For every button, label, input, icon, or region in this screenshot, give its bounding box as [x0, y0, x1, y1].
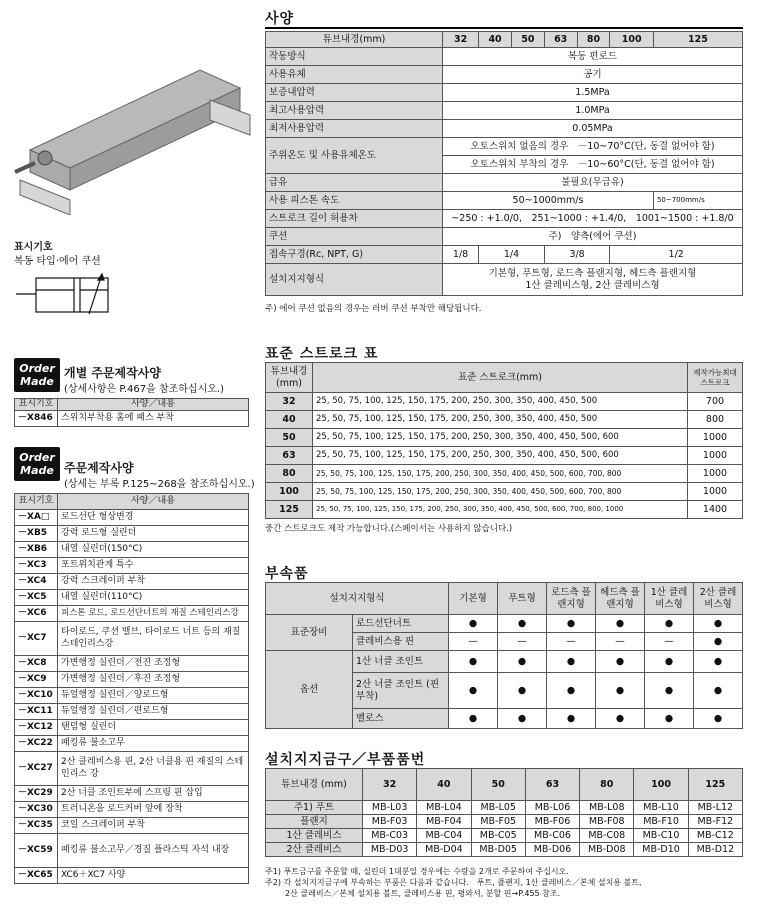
table-cell: — — [547, 633, 596, 651]
om2-code: －XA□ — [15, 510, 58, 526]
table-cell: ● — [596, 615, 645, 633]
table-cell: ● — [645, 651, 694, 673]
table-cell: ● — [498, 709, 547, 729]
table-cell: －XC27 — [15, 752, 58, 786]
table-cell: 표시기호 — [15, 494, 58, 510]
om1-code: －X846 — [15, 411, 58, 427]
table-cell: －XC30 — [15, 802, 58, 818]
table-cell: MB-C12 — [688, 829, 742, 843]
table-cell: ● — [694, 709, 743, 729]
table-cell: 가변행정 실린더／후진 조정형 — [58, 672, 249, 688]
table-cell: XC6＋XC7 사양 — [58, 868, 249, 884]
table-cell: －XC8 — [15, 656, 58, 672]
table-cell: 25, 50, 75, 100, 125, 150, 175, 200, 250, 300, 350, 400, 450, 500, 600, 700, 800 — [313, 483, 688, 501]
order-made-badge: Order Made — [14, 358, 60, 392]
table-cell: 125 — [688, 769, 742, 801]
table-cell: 40 — [417, 769, 471, 801]
stroke-note: 중간 스트로크도 제작 가능합니다.(스페이서는 사용하지 않습니다.) — [265, 524, 513, 534]
table-cell: 작동방식 — [266, 48, 443, 66]
table-cell: 32 — [266, 393, 313, 411]
symbol-title: 표시기호 — [14, 242, 53, 253]
table-cell: 스트로크 길이 허용차 — [266, 210, 443, 228]
table-cell: 50 — [511, 32, 544, 48]
table-cell: 패킹류 불소고무／경질 플라스틱 자석 내장 — [58, 834, 249, 868]
spec-title: 사양 — [265, 11, 295, 27]
table-cell: MB-D06 — [525, 843, 579, 857]
table-cell: －XC65 — [15, 868, 58, 884]
table-cell: ● — [449, 673, 498, 709]
table-cell: — — [449, 633, 498, 651]
table-cell: MB-L08 — [580, 801, 634, 815]
table-cell: 가변행정 실린더／전진 조정형 — [58, 656, 249, 672]
table-cell: 로드측 플랜지형 — [547, 583, 596, 615]
spec-table — [265, 31, 743, 296]
table-cell: 1.5MPa — [443, 84, 743, 102]
om2-table — [14, 493, 249, 884]
table-cell: MB-D08 — [580, 843, 634, 857]
table-cell: MB-D12 — [688, 843, 742, 857]
table-cell: 트러니온을 로드커버 앞에 장착 — [58, 802, 249, 818]
table-cell: 푸트형 — [498, 583, 547, 615]
table-cell: 3/8 — [544, 246, 610, 264]
table-cell: 주위온도 및 사용유체온도 — [266, 138, 443, 174]
table-cell: ● — [547, 615, 596, 633]
divider — [265, 27, 743, 29]
table-cell: 1400 — [688, 501, 743, 519]
table-cell: ● — [498, 615, 547, 633]
table-cell: 오토스위치 부착의 경우 －10~60°C(단, 동결 없어야 함) — [443, 156, 743, 174]
table-cell: 튜브내경 (mm) — [266, 363, 313, 393]
table-cell: 주) 양측(에어 쿠션) — [443, 228, 743, 246]
table-cell: －XC6 — [15, 606, 58, 622]
table-cell: －XC59 — [15, 834, 58, 868]
table-cell: 80 — [266, 465, 313, 483]
table-cell: 50~700mm/s — [653, 192, 742, 210]
table-cell: 50 — [471, 769, 525, 801]
table-cell: －XC5 — [15, 590, 58, 606]
table-cell: 2산 너클 조인트 (핀 부착) — [353, 673, 449, 709]
table-cell: ● — [547, 709, 596, 729]
table-cell: 25, 50, 75, 100, 125, 150, 175, 200, 250, 300, 350, 400, 450, 500, 600, 700, 800 — [313, 465, 688, 483]
table-cell: 클레비스용 핀 — [353, 633, 449, 651]
table-cell: 듀얼행정 실린더／편로드형 — [58, 704, 249, 720]
table-cell: 기본형 — [449, 583, 498, 615]
om1-desc: 스위치부착용 홈에 패스 부착 — [58, 411, 249, 427]
table-cell: 급유 — [266, 174, 443, 192]
om1-subtitle: (상세사항은 P.467을 참조하십시오.) — [64, 384, 224, 395]
table-cell: 1산 클레비스형 — [645, 583, 694, 615]
table-cell: ● — [449, 651, 498, 673]
table-cell: — — [596, 633, 645, 651]
table-cell: MB-D10 — [634, 843, 688, 857]
table-cell: 플랜지 — [266, 815, 363, 829]
table-cell: 최저사용압력 — [266, 120, 443, 138]
mount-notes: 주1) 푸트금구를 주문할 때, 실린더 1대분일 경우에는 수량을 2개로 주문하여 주십시오. 주2) 각 설치지지금구에 부속하는 부품은 다음과 같습니다. 푸트, 플랜지, 1산 클레비스／본체 설치용 볼트, 2산 클레비스／본체 설치용 볼트, 클레비스용 핀, 평와셔, 분할 핀→P.455 참조. — [265, 867, 642, 898]
table-cell: 코일 스크레이퍼 부착 — [58, 818, 249, 834]
table-cell: 40 — [266, 411, 313, 429]
table-cell: 2산 클레비스 — [266, 843, 363, 857]
table-cell: ● — [694, 673, 743, 709]
accessory-title: 부속품 — [265, 566, 309, 582]
table-cell: 불필요(무급유) — [443, 174, 743, 192]
symbol-subtitle: 복동 타입·에어 쿠션 — [14, 256, 101, 267]
table-cell: 쿠션 — [266, 228, 443, 246]
table-cell: 32 — [443, 32, 479, 48]
table-cell: 헤드측 플랜지형 — [596, 583, 645, 615]
table-cell: 사용유체 — [266, 66, 443, 84]
table-cell: 사양／내용 — [58, 399, 249, 411]
table-cell: 25, 50, 75, 100, 125, 150, 175, 200, 250, 300, 350, 400, 450, 500 — [313, 411, 688, 429]
om2-title: 주문제작사양 — [64, 461, 134, 475]
table-cell: 125 — [266, 501, 313, 519]
table-cell: －XC3 — [15, 558, 58, 574]
table-cell: 표준 스트로크(mm) — [313, 363, 688, 393]
spec-note: 주) 에어 쿠션 없음의 경우는 러버 쿠션 부착만 해당됩니다. — [265, 304, 482, 314]
table-cell: MB-F06 — [525, 815, 579, 829]
table-cell: 사용 피스톤 속도 — [266, 192, 443, 210]
table-cell: MB-L04 — [417, 801, 471, 815]
table-cell: 100 — [634, 769, 688, 801]
table-cell: 제작가능최대 스트로크 — [688, 363, 743, 393]
table-cell: 1000 — [688, 483, 743, 501]
pneumatic-symbol-icon — [14, 268, 114, 320]
table-cell: ● — [596, 709, 645, 729]
table-cell: 63 — [544, 32, 577, 48]
table-cell: －XC35 — [15, 818, 58, 834]
table-cell: －XC4 — [15, 574, 58, 590]
table-cell: 설치지지형식 — [266, 264, 443, 296]
table-cell: 튜브내경 (mm) — [266, 769, 363, 801]
table-cell: 내열 실린더(150°C) — [58, 542, 249, 558]
table-cell: MB-D03 — [363, 843, 417, 857]
table-cell: 32 — [363, 769, 417, 801]
table-cell: 포트위치관계 특수 — [58, 558, 249, 574]
table-cell: — — [498, 633, 547, 651]
table-cell: ● — [596, 673, 645, 709]
table-cell: MB-F08 — [580, 815, 634, 829]
table-cell: ● — [694, 651, 743, 673]
mount-table — [265, 768, 743, 857]
table-cell: 1산 클레비스 — [266, 829, 363, 843]
stroke-title: 표준 스트로크 표 — [265, 346, 379, 362]
table-cell: MB-C06 — [525, 829, 579, 843]
table-cell: －XC7 — [15, 622, 58, 656]
table-cell: ● — [645, 709, 694, 729]
table-cell: MB-C03 — [363, 829, 417, 843]
table-cell: MB-C05 — [471, 829, 525, 843]
mount-title: 설치지지금구／부품품번 — [265, 752, 426, 768]
table-cell: MB-F04 — [417, 815, 471, 829]
table-cell: －XC11 — [15, 704, 58, 720]
table-cell: 125 — [653, 32, 742, 48]
table-cell: 0.05MPa — [443, 120, 743, 138]
table-cell: MB-L10 — [634, 801, 688, 815]
table-cell: ● — [596, 651, 645, 673]
table-cell: 옵션 — [266, 651, 353, 729]
table-cell: ● — [449, 615, 498, 633]
table-cell: 탠덤형 실린더 — [58, 720, 249, 736]
table-cell: 2산 클레비스형 — [694, 583, 743, 615]
table-cell: MB-F03 — [363, 815, 417, 829]
table-cell: 1000 — [688, 429, 743, 447]
stroke-table — [265, 362, 743, 519]
table-cell: 표준장비 — [266, 615, 353, 651]
table-cell: 80 — [577, 32, 610, 48]
table-cell: －XC29 — [15, 786, 58, 802]
table-cell: 25, 50, 75, 100, 125, 150, 175, 200, 250, 300, 350, 400, 450, 500, 600 — [313, 429, 688, 447]
table-cell: MB-L03 — [363, 801, 417, 815]
table-cell: ~250 : +1.0/0, 251~1000 : +1.4/0, 1001~1500 : +1.8/0 — [443, 210, 743, 228]
om1-table — [14, 398, 249, 427]
table-cell: MB-C04 — [417, 829, 471, 843]
table-cell: 1산 너클 조인트 — [353, 651, 449, 673]
table-cell: ● — [547, 673, 596, 709]
table-cell: 최고사용압력 — [266, 102, 443, 120]
table-cell: 강력 로드형 실린더 — [58, 526, 249, 542]
table-cell: MB-F10 — [634, 815, 688, 829]
table-cell: MB-L06 — [525, 801, 579, 815]
table-cell: 1000 — [688, 465, 743, 483]
table-cell: 1/4 — [479, 246, 545, 264]
table-cell: ● — [498, 651, 547, 673]
table-cell: 설치지지형식 — [266, 583, 449, 615]
table-cell: 로드선단너트 — [353, 615, 449, 633]
table-cell: 주1) 푸트 — [266, 801, 363, 815]
table-cell: ● — [694, 633, 743, 651]
table-cell: 63 — [266, 447, 313, 465]
order-made-badge: Order Made — [14, 447, 60, 481]
table-cell: 로드선단 형상변경 — [58, 510, 249, 526]
table-cell: 사양／내용 — [58, 494, 249, 510]
table-cell: 1000 — [688, 447, 743, 465]
table-cell: 40 — [479, 32, 512, 48]
table-cell: 800 — [688, 411, 743, 429]
table-cell: －XB6 — [15, 542, 58, 558]
table-cell: 타이로드, 쿠션 밸브, 타이로드 너트 등의 재질 스테인리스강 — [58, 622, 249, 656]
table-cell: 기본형, 푸트형, 로드측 플랜지형, 헤드측 플랜지형 1산 클레비스형, 2산 클레비스형 — [443, 264, 743, 296]
table-cell: 패킹류 불소고무 — [58, 736, 249, 752]
table-cell: 100 — [266, 483, 313, 501]
table-cell: 25, 50, 75, 100, 125, 150, 175, 200, 250, 300, 350, 400, 450, 500, 600, 700, 800, 1000 — [313, 501, 688, 519]
table-cell: 100 — [610, 32, 654, 48]
table-cell: 접속구경(Rc, NPT, G) — [266, 246, 443, 264]
table-cell: 80 — [580, 769, 634, 801]
table-cell: — — [645, 633, 694, 651]
table-cell: ● — [694, 615, 743, 633]
table-cell: MB-C08 — [580, 829, 634, 843]
table-cell: －XC22 — [15, 736, 58, 752]
table-cell: 1/8 — [443, 246, 479, 264]
table-cell: MB-D04 — [417, 843, 471, 857]
table-cell: 1.0MPa — [443, 102, 743, 120]
accessory-table — [265, 582, 743, 729]
table-cell: 2산 너클 조인트부에 스프링 핀 삽입 — [58, 786, 249, 802]
cylinder-product-image — [10, 40, 255, 215]
table-cell: 표시기호 — [15, 399, 58, 411]
table-cell: 50 — [266, 429, 313, 447]
table-cell: －XB5 — [15, 526, 58, 542]
table-cell: ● — [449, 709, 498, 729]
table-cell: ● — [645, 673, 694, 709]
table-cell: ● — [547, 651, 596, 673]
table-cell: MB-C10 — [634, 829, 688, 843]
table-cell: 피스톤 로드, 로드선단너트의 재질 스테인리스강 — [58, 606, 249, 622]
table-cell: MB-D05 — [471, 843, 525, 857]
table-cell: 보증내압력 — [266, 84, 443, 102]
table-cell: －XC9 — [15, 672, 58, 688]
om1-title: 개별 주문제작사양 — [64, 366, 161, 380]
table-cell: －XC10 — [15, 688, 58, 704]
om2-subtitle: (상세는 부록 P.125~268을 참조하십시오.) — [64, 479, 255, 490]
table-cell: MB-L05 — [471, 801, 525, 815]
table-cell: 1/2 — [610, 246, 743, 264]
table-cell: 2산 클레비스용 핀, 2산 너클용 핀 재질의 스테인리스 강 — [58, 752, 249, 786]
table-cell: 25, 50, 75, 100, 125, 150, 175, 200, 250, 300, 350, 400, 450, 500, 600 — [313, 447, 688, 465]
table-cell: MB-F05 — [471, 815, 525, 829]
table-cell: 50~1000mm/s — [443, 192, 654, 210]
table-cell: MB-F12 — [688, 815, 742, 829]
table-cell: ● — [498, 673, 547, 709]
table-cell: 복동 편로드 — [443, 48, 743, 66]
table-cell: MB-L12 — [688, 801, 742, 815]
table-cell: 듀얼행정 실린더／양로드형 — [58, 688, 249, 704]
table-cell: 25, 50, 75, 100, 125, 150, 175, 200, 250, 300, 350, 400, 450, 500 — [313, 393, 688, 411]
table-cell: 700 — [688, 393, 743, 411]
table-cell: －XC12 — [15, 720, 58, 736]
table-cell: 공기 — [443, 66, 743, 84]
table-cell: ● — [645, 615, 694, 633]
table-cell: 튜브내경(mm) — [266, 32, 443, 48]
table-cell: 63 — [525, 769, 579, 801]
table-cell: 벨로스 — [353, 709, 449, 729]
table-cell: 강력 스크레이퍼 부착 — [58, 574, 249, 590]
table-cell: 내열 실린더(110°C) — [58, 590, 249, 606]
table-cell: 오토스위치 없음의 경우 －10~70°C(단, 동결 없어야 함) — [443, 138, 743, 156]
